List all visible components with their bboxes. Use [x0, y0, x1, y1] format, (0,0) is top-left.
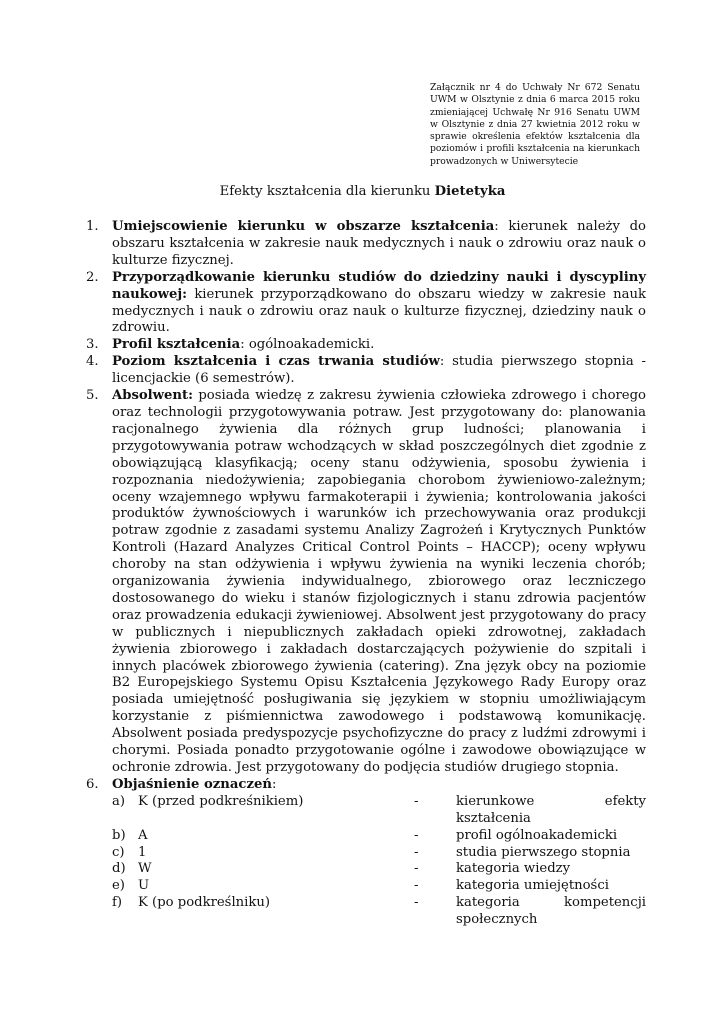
sections-list — [86, 219, 646, 929]
section-heading: Przyporządkowanie kierunku studiów do dziedziny nauki i dyscypliny naukowej: — [112, 269, 646, 302]
section-text: : ogólnoakademicki. — [240, 337, 375, 353]
section-number: 4. — [86, 354, 99, 370]
legend-dash: - — [414, 878, 419, 894]
section-number: 6. — [86, 776, 99, 792]
legend-item — [112, 794, 646, 828]
legend-item — [112, 861, 646, 878]
legend-item — [112, 878, 646, 895]
section-text: posiada wiedzę z zakresu żywienia człowieka zdrowego i chorego oraz technologii przygotowywania potraw. Jest przygotowany do: planowania racjonalnego żywienia dla różnych grup ludności; planowania i przygotowywania potraw wchodzących w skład poszczególnych diet zgodnie z obowiązującą klasyfikacją; oceny stanu odżywienia, sposobu żywienia i rozpoznania niedożywienia; zapobiegania chorobom żywieniowo-zależnym; oceny wzajemnego wpływu farmakoterapii i żywienia; kontrolowania jakości produktów żywnościowych i warunków ich przechowywania oraz produkcji potraw zgodnie z zasadami systemu Analizy Zagrożeń i Krytycznych Punktów Kontroli (Hazard Analyzes Critical Control Points – HACCP); oceny wpływu choroby na stan odżywienia i wpływu żywienia na wyniki leczenia chorób; organizowania żywienia indywidualnego, zbiorowego oraz leczniczego dostosowanego do wieku i stanów fizjologicznych i stanu zdrowia pacjentów oraz prowadzenia edukacji żywieniowej. Absolwent jest przygotowany do pracy w publicznych i niepublicznych zakładach opieki zdrowotnej, zakładach żywienia zbiorowego i zakładach dostarczających pożywienie do szpitali i innych placówek zbiorowego żywienia (catering). Zna język obcy na poziomie B2 Europejskiego Systemu Opisu Kształcenia Językowego Rady Europy oraz posiada umiejętność posługiwania się językiem w stopniu umożliwiającym korzystanie z piśmiennictwa zawodowego i podstawową komunikację. Absolwent posiada predyspozycje psychofizyczne do pracy z ludźmi zdrowymi i chorymi. Posiada ponadto przygotowanie ogólne i zawodowe obowiązujące w ochronie zdrowia. Jest przygotowany do podjęcia studiów drugiego stopnia. — [112, 388, 646, 775]
section-heading: Objaśnienie oznaczeń — [112, 776, 272, 792]
section-heading: Profil kształcenia — [112, 337, 241, 353]
section-1 — [86, 219, 646, 270]
section-heading: Absolwent: — [112, 388, 193, 404]
legend-code: K (po podkreślniku) — [138, 895, 271, 911]
legend-item — [112, 828, 646, 845]
annex-note: Załącznik nr 4 do Uchwały Nr 672 Senatu UWM w Olsztynie z dnia 6 marca 2015 roku zmieniającej Uchwałę Nr 916 Senatu UWM w Olsztynie z dnia 27 kwietnia 2012 roku w sprawie określenia efektów kształcenia dla poziomów i profili kształcenia na kierunkach prowadzonych w Uniwersytecie — [430, 82, 640, 167]
section-5 — [86, 388, 646, 777]
section-number: 1. — [86, 219, 99, 234]
legend-code: K (przed podkreśnikiem) — [138, 793, 304, 809]
legend-description: kategoria kompetencji społecznych — [456, 895, 646, 928]
section-number: 2. — [86, 269, 99, 285]
legend-description: kategoria wiedzy — [456, 861, 571, 877]
section-heading: Poziom kształcenia i czas trwania studiów — [112, 354, 440, 370]
legend-code: A — [138, 827, 148, 843]
document-title-field: Dietetyka — [434, 184, 506, 199]
section-number: 3. — [86, 337, 99, 353]
legend-list — [112, 794, 646, 929]
legend-description: profil ogólnoakademicki — [456, 827, 618, 843]
legend-description: kierunkowe efekty kształcenia — [456, 793, 646, 826]
legend-letter: a) — [112, 793, 126, 809]
legend-code: U — [138, 878, 150, 894]
legend-dash: - — [414, 844, 419, 860]
legend-dash: - — [414, 895, 419, 911]
section-3 — [86, 337, 646, 354]
legend-item — [112, 895, 646, 929]
legend-dash: - — [414, 793, 419, 809]
section-heading: Umiejscowienie kierunku w obszarze kształcenia — [112, 219, 495, 234]
section-text: kierunek przyporządkowano do obszaru wiedzy w zakresie nauk medycznych i nauk o zdrowiu oraz nauk o kulturze fizycznej, dziedziny nauk o zdrowiu. — [112, 286, 646, 336]
document-title — [0, 184, 725, 199]
section-text: : kierunek należy do obszaru kształcenia w zakresie nauk medycznych i nauk o zdrowiu oraz nauk o kulturze fizycznej. — [112, 219, 646, 268]
legend-code: 1 — [138, 844, 147, 860]
legend-dash: - — [414, 861, 419, 877]
legend-letter: f) — [112, 895, 123, 911]
legend-letter: e) — [112, 878, 125, 894]
section-text: : studia pierwszego stopnia - licencjackie (6 semestrów). — [112, 354, 646, 387]
section-6 — [86, 777, 646, 929]
legend-letter: d) — [112, 861, 126, 877]
document-title-prefix: Efekty kształcenia dla kierunku — [219, 184, 431, 199]
legend-dash: - — [414, 827, 419, 843]
section-4 — [86, 354, 646, 388]
section-2 — [86, 270, 646, 338]
legend-description: kategoria umiejętności — [456, 878, 609, 894]
legend-code: W — [138, 861, 152, 877]
section-text: : — [271, 776, 277, 792]
legend-description: studia pierwszego stopnia — [456, 844, 631, 860]
legend-letter: b) — [112, 827, 126, 843]
legend-letter: c) — [112, 844, 125, 860]
section-number: 5. — [86, 388, 99, 404]
legend-item — [112, 845, 646, 862]
